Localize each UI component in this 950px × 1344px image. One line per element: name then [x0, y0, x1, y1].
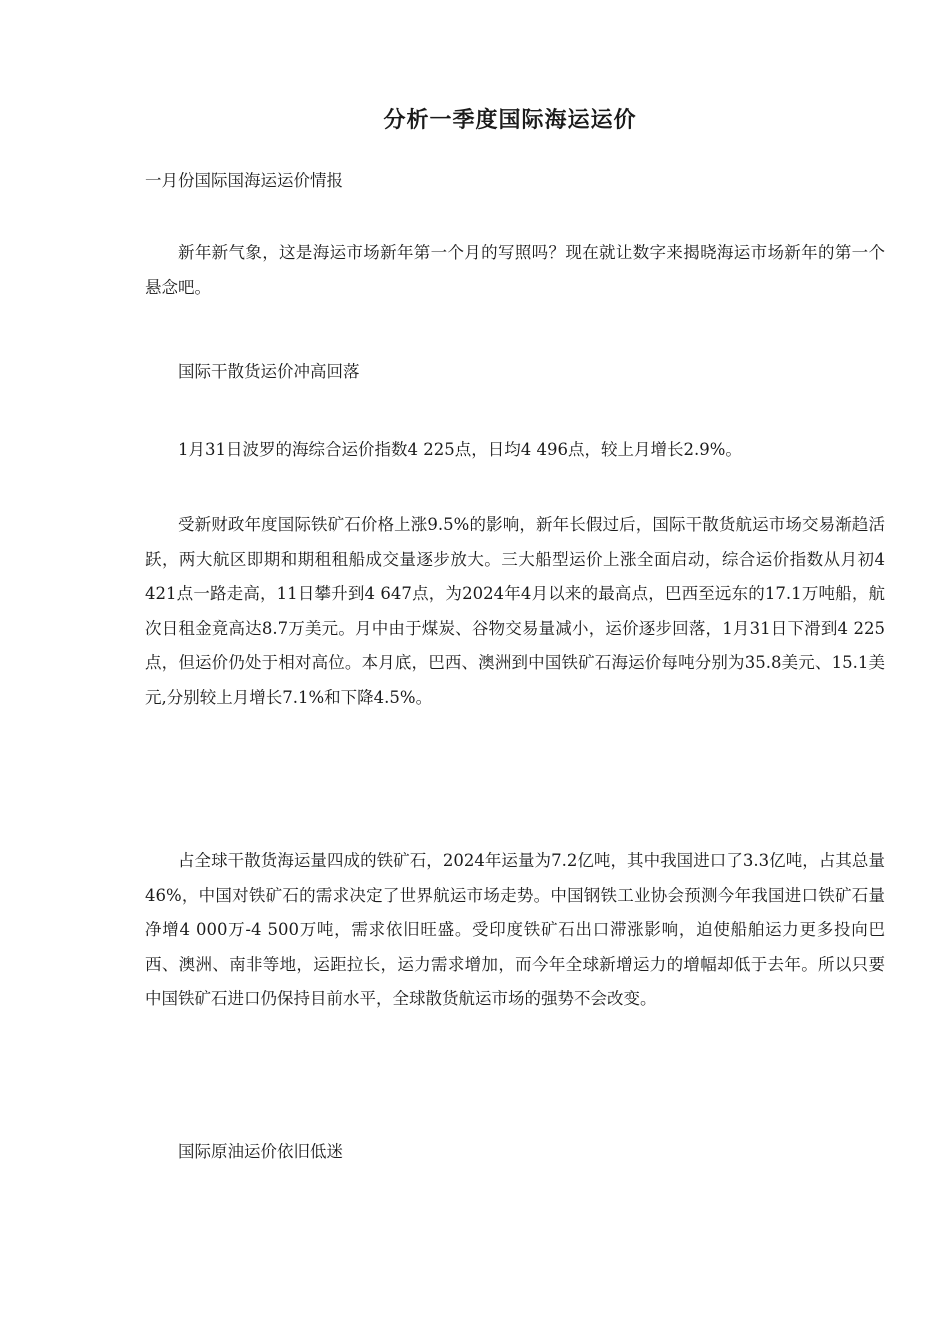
document-subtitle: 一月份国际国海运运价情报 — [145, 171, 343, 190]
paragraph-iron-ore-demand: 占全球干散货海运量四成的铁矿石，2024年运量为7.2亿吨，其中我国进口了3.3亿吨，占其总量46%，中国对铁矿石的需求决定了世界航运市场走势。中国钢铁工业协会预测今年我国进口铁矿石量净增4 000万-4 500万吨，需求依旧旺盛。受印度铁矿石出口滞涨影响，迫使船舶运力更多投向巴西、澳洲、南非等地，运距拉长，运力需求增加，而今年全球新增运力的增幅却低于去年。所以只要中国铁矿石进口仍保持目前水平，全球散货航运市场的强势不会改变。 — [145, 851, 885, 1008]
paragraph-intro: 新年新气象，这是海运市场新年第一个月的写照吗？现在就让数字来揭晓海运市场新年的第一个悬念吧。 — [145, 243, 885, 297]
paragraph-bdi-summary: 1月31日波罗的海综合运价指数4 225点，日均4 496点，较上月增长2.9%。 — [178, 440, 742, 459]
document-title: 分析一季度国际海运运价 — [383, 107, 637, 133]
paragraph-iron-ore-price: 受新财政年度国际铁矿石价格上涨9.5%的影响，新年长假过后，国际干散货航运市场交易渐趋活跃，两大航区即期和期租租船成交量逐步放大。三大船型运价上涨全面启动，综合运价指数从月初4 421点一路走高，11日攀升到4 647点，为2024年4月以来的最高点，巴西至远东的17.1万吨船，航次日租金竟高达8.7万美元。月中由于煤炭、谷物交易量减小，运价逐步回落，1月31日下滑到4 225点，但运价仍处于相对高位。本月底，巴西、澳洲到中国铁矿石海运价每吨分别为35.8美元、15.1美元,分别较上月增长7.1%和下降4.5%。 — [145, 515, 885, 707]
section-heading-crude-oil: 国际原油运价依旧低迷 — [178, 1142, 343, 1161]
section-heading-dry-bulk: 国际干散货运价冲高回落 — [178, 362, 360, 381]
